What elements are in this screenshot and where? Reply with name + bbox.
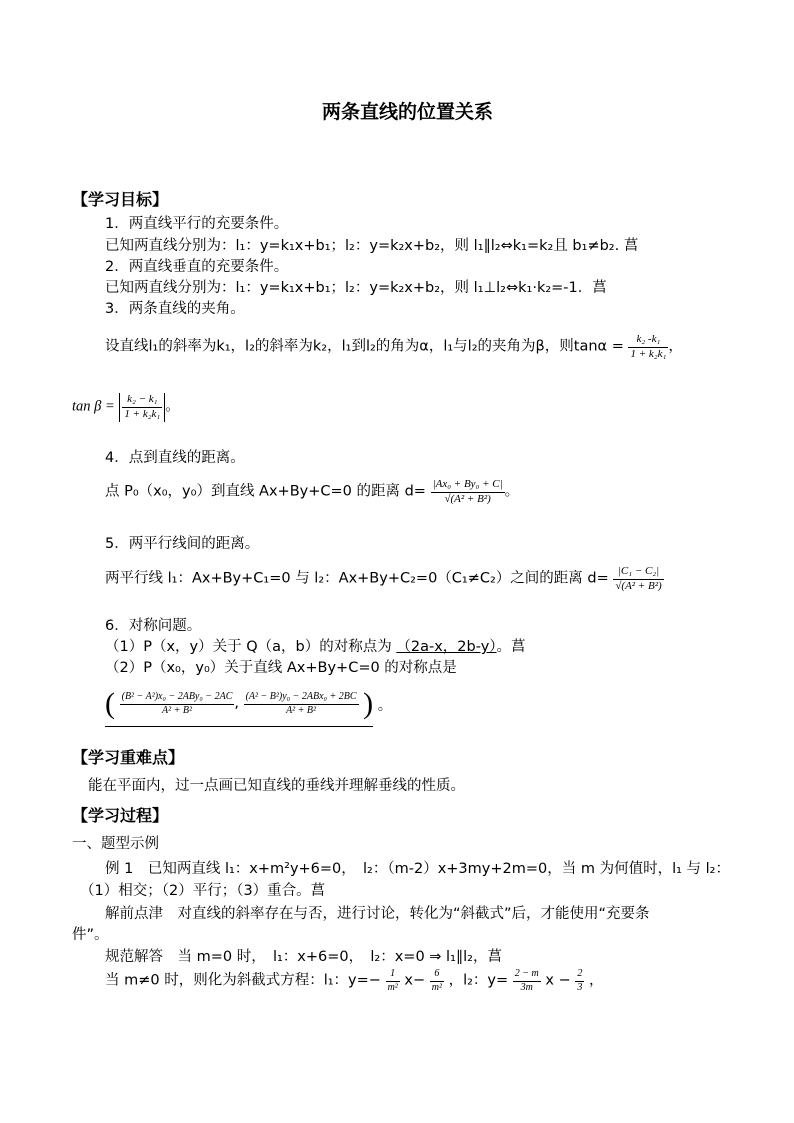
hint-line-1: 解前点津 对直线的斜率存在与否，进行讨论，转化为“斜截式”后，才能使用“充要条: [105, 906, 650, 922]
symmetry-1-text: （1）P（x，y）关于 Q（a，b）的对称点为: [105, 639, 397, 655]
tan-alpha-numerator: k₂ -k₁: [628, 333, 668, 348]
solution-2-text-b: x−: [404, 972, 426, 989]
slope-fraction-1-num: 1: [386, 968, 400, 982]
point-distance-fraction: [431, 478, 505, 507]
intercept-fraction-1: [430, 968, 444, 994]
parallel-distance-denominator: √(A² + B²): [615, 579, 662, 592]
goal-2-text: 已知两直线分别为：l₁：y=k₁x+b₁；l₂：y=k₂x+b₂，则 l₁⊥l₂⇔k₁·k₂=-1．菖: [105, 280, 607, 296]
goal-5-text: 两平行线 l₁：Ax+By+C₁=0 与 l₂：Ax+By+C₂=0（C₁≠C₂）之间的距离 d=: [105, 570, 609, 587]
intercept-fraction-2: [575, 968, 584, 994]
goal-4-formula-line: 点 P₀（x₀，y₀）到直线 Ax+By+C=0 的距离 d= $\frac{\text{|Ax₀ + By₀ + C|}}{\text{√(A² + B²)}}$ 。: [105, 478, 520, 505]
intercept-fraction-2-num: 2: [575, 968, 584, 982]
slope-fraction-2-den: 3m: [520, 981, 533, 993]
solution-2-text-c: ，l₂：y=: [448, 972, 509, 989]
goal-3-formula-line: 设直线l₁的斜率为k₁，l₂的斜率为k₂，l₁到l₂的角为α，l₁与l₂的夹角为β，则tanα = $\frac{\text{k₂ -k₁}}{\text{1 + k₂k₁}}$ ，: [105, 333, 683, 360]
symmetry-x-denominator: A² + B²: [162, 704, 192, 716]
symmetry-y-fraction: [244, 691, 359, 717]
goal-6-heading: 6．对称问题。: [105, 618, 202, 634]
example-1-line-1: 例 1 已知两直线 l₁：x+m²y+6=0， l₂：（m-2）x+3my+2m=0，当 m 为何值时，l₁ 与 l₂：: [105, 861, 730, 877]
key-text: 能在平面内，过一点画已知直线的垂线并理解垂线的性质。: [88, 778, 465, 794]
symmetry-y-numerator: (A² − B²)y₀ − 2ABx₀ + 2BC: [244, 691, 359, 705]
tan-beta-line: tan β = $\frac{\text{k₂ − k₁}}{\text{1 + k₂k₁}}$ 。: [72, 393, 180, 420]
page-title: 两条直线的位置关系: [322, 101, 494, 123]
goal-4-text: 点 P₀（x₀，y₀）到直线 Ax+By+C=0 的距离 d=: [105, 483, 426, 500]
section-key-heading: 【学习重难点】: [72, 748, 185, 767]
symmetry-1-end: 。菖: [496, 639, 526, 655]
tan-beta-denominator: 1 + k₂k₁: [124, 407, 161, 420]
part-1-heading: 一、题型示例: [72, 836, 159, 852]
tan-beta-fraction: [122, 393, 162, 422]
slope-fraction-1: [386, 968, 400, 994]
goal-5-heading: 5．两平行线间的距离。: [105, 536, 260, 552]
goal-3-text: 设直线l₁的斜率为k₁，l₂的斜率为k₂，l₁到l₂的角为α，l₁与l₂的夹角为β，则tanα =: [105, 338, 624, 355]
tan-alpha-denominator: 1 + k₂k₁: [630, 347, 667, 360]
goal-5-formula-line: [105, 565, 664, 594]
goal-3-heading: 3．两条直线的夹角。: [105, 301, 245, 317]
solution-2-text-d: x −: [545, 972, 571, 989]
tan-alpha-fraction: [628, 333, 668, 362]
example-1-line-2: （1）相交；（2）平行；（3）重合。菖: [80, 883, 326, 899]
point-distance-numerator: |Ax₀ + By₀ + C|: [431, 478, 505, 493]
symmetry-1: [105, 639, 526, 656]
section-process-heading: 【学习过程】: [72, 806, 169, 825]
solution-line-2: [105, 968, 603, 994]
slope-fraction-1-den: m²: [387, 981, 398, 993]
symmetry-x-numerator: (B² − A²)x₀ − 2ABy₀ − 2AC: [120, 691, 235, 705]
point-distance-denominator: √(A² + B²): [444, 492, 491, 505]
symmetry-2-text: （2）P（x₀，y₀）关于直线 Ax+By+C=0 的对称点是: [105, 660, 457, 676]
intercept-fraction-2-den: 3: [577, 981, 583, 993]
symmetry-y-denominator: A² + B²: [286, 704, 317, 716]
tan-beta-numerator: k₂ − k₁: [122, 393, 162, 408]
solution-2-text-e: ，: [588, 972, 604, 989]
parallel-distance-fraction: [613, 565, 663, 594]
symmetry-x-fraction: [120, 691, 235, 717]
intercept-fraction-1-num: 6: [430, 968, 444, 982]
tan-beta-abs: [119, 393, 165, 422]
solution-2-text-a: 当 m≠0 时，则化为斜截式方程：l₁：y=−: [105, 972, 381, 989]
goal-1-text: 已知两直线分别为：l₁：y=k₁x+b₁；l₂：y=k₂x+b₂，则 l₁∥l₂⇔k₁=k₂且 b₁≠b₂. 菖: [105, 238, 639, 254]
hint-line-2: 件”。: [72, 927, 109, 943]
tan-beta-label: tan β =: [72, 398, 115, 415]
symmetry-2-formula: ( $\frac{\text{(B² − A²)x₀ − 2ABy₀ − 2AC}}{\text{A² + B²}}$ , $\frac{\text{(A² − B²)y₀ − 2ABx₀ + 2BC}}{\text{A² + B²}}$ ) 。: [105, 686, 392, 727]
parallel-distance-numerator: |C₁ − C₂|: [613, 565, 663, 580]
section-goals-heading: 【学习目标】: [72, 190, 169, 209]
solution-line-1: 规范解答 当 m=0 时， l₁：x+6=0， l₂：x=0 ⇒ l₁∥l₂，菖: [105, 949, 502, 965]
slope-fraction-2-num: 2 − m: [513, 968, 541, 982]
goal-4-heading: 4．点到直线的距离。: [105, 450, 245, 466]
slope-fraction-2: [513, 968, 541, 994]
goal-2-heading: 2．两直线垂直的充要条件。: [105, 259, 289, 275]
symmetry-1-answer: （2a-x，2b-y）: [396, 639, 497, 655]
intercept-fraction-1-den: m²: [431, 981, 442, 993]
goal-1-heading: 1．两直线平行的充要条件。: [105, 216, 289, 232]
